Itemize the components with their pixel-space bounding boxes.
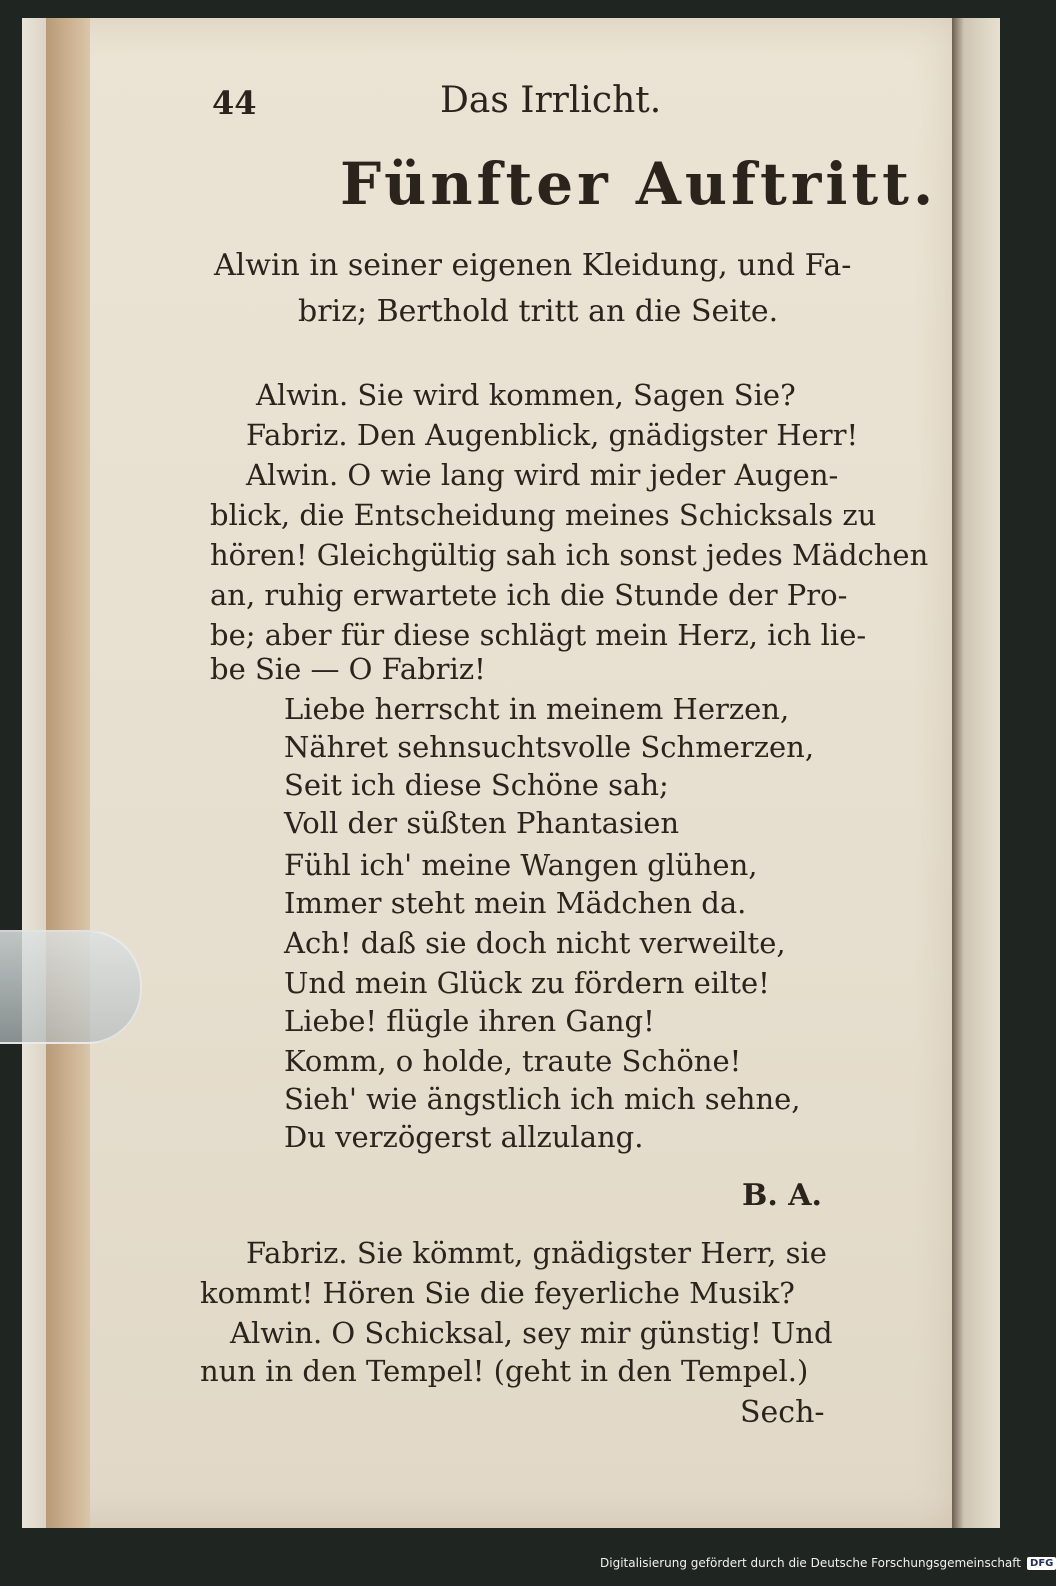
stage-direction-line: Alwin in seiner eigenen Kleidung, und Fa- [214, 248, 852, 283]
credit-text: Digitalisierung gefördert durch die Deutsche Forschungsgemeinschaft [600, 1556, 1022, 1570]
dialogue-line: be Sie — O Fabriz! [210, 652, 486, 686]
dialogue-line: blick, die Entscheidung meines Schicksals zu [210, 498, 877, 532]
verse-line: Seit ich diese Schöne sah; [284, 768, 669, 802]
verse-line: Komm, o holde, traute Schöne! [284, 1044, 742, 1078]
digitization-credit [600, 1556, 1056, 1570]
verse-line: Du verzögerst allzulang. [284, 1120, 644, 1154]
dialogue-line: Alwin. O wie lang wird mir jeder Augen- [246, 458, 839, 492]
dialogue-line: kommt! Hören Sie die feyerliche Musik? [200, 1276, 795, 1310]
stage-direction-line: briz; Berthold tritt an die Seite. [298, 294, 779, 329]
verse-line: Und mein Glück zu fördern eilte! [284, 966, 770, 1000]
verse-line: Immer steht mein Mädchen da. [284, 886, 747, 920]
verse-line: Fühl ich' meine Wangen glühen, [284, 848, 758, 882]
dfg-logo: DFG [1027, 1557, 1056, 1570]
dialogue-line: nun in den Tempel! (geht in den Tempel.) [200, 1354, 809, 1388]
dialogue-line: Fabriz. Sie kömmt, gnädigster Herr, sie [246, 1236, 827, 1270]
verse-line: Nähret sehnsuchtsvolle Schmerzen, [284, 730, 815, 764]
dialogue-line: Alwin. Sie wird kommen, Sagen Sie? [256, 378, 796, 412]
author-signature: B. A. [742, 1178, 822, 1213]
dialogue-line: Alwin. O Schicksal, sey mir günstig! Und [230, 1316, 833, 1350]
verse-line: Liebe herrscht in meinem Herzen, [284, 692, 790, 726]
dialogue-line: Fabriz. Den Augenblick, gnädigster Herr! [246, 418, 859, 452]
verse-line: Voll der süßten Phantasien [284, 806, 680, 840]
verse-line: Liebe! flügle ihren Gang! [284, 1004, 655, 1038]
running-head: Das Irrlicht. [440, 80, 662, 121]
verse-line: Sieh' wie ängstlich ich mich sehne, [284, 1082, 801, 1116]
page-clip [0, 930, 142, 1044]
dialogue-line: be; aber für diese schlägt mein Herz, ich lie- [210, 618, 867, 652]
page-number: 44 [212, 84, 257, 122]
catchword: Sech- [740, 1395, 825, 1430]
dialogue-line: hören! Gleichgültig sah ich sonst jedes Mädchen [210, 538, 929, 572]
verse-line: Ach! daß sie doch nicht verweilte, [284, 926, 786, 960]
dialogue-line: an, ruhig erwartete ich die Stunde der Pro- [210, 578, 848, 612]
scene-title: Fünfter Auftritt. [340, 150, 938, 218]
page-gutter [46, 18, 90, 1528]
book-edge-right [952, 18, 1000, 1528]
